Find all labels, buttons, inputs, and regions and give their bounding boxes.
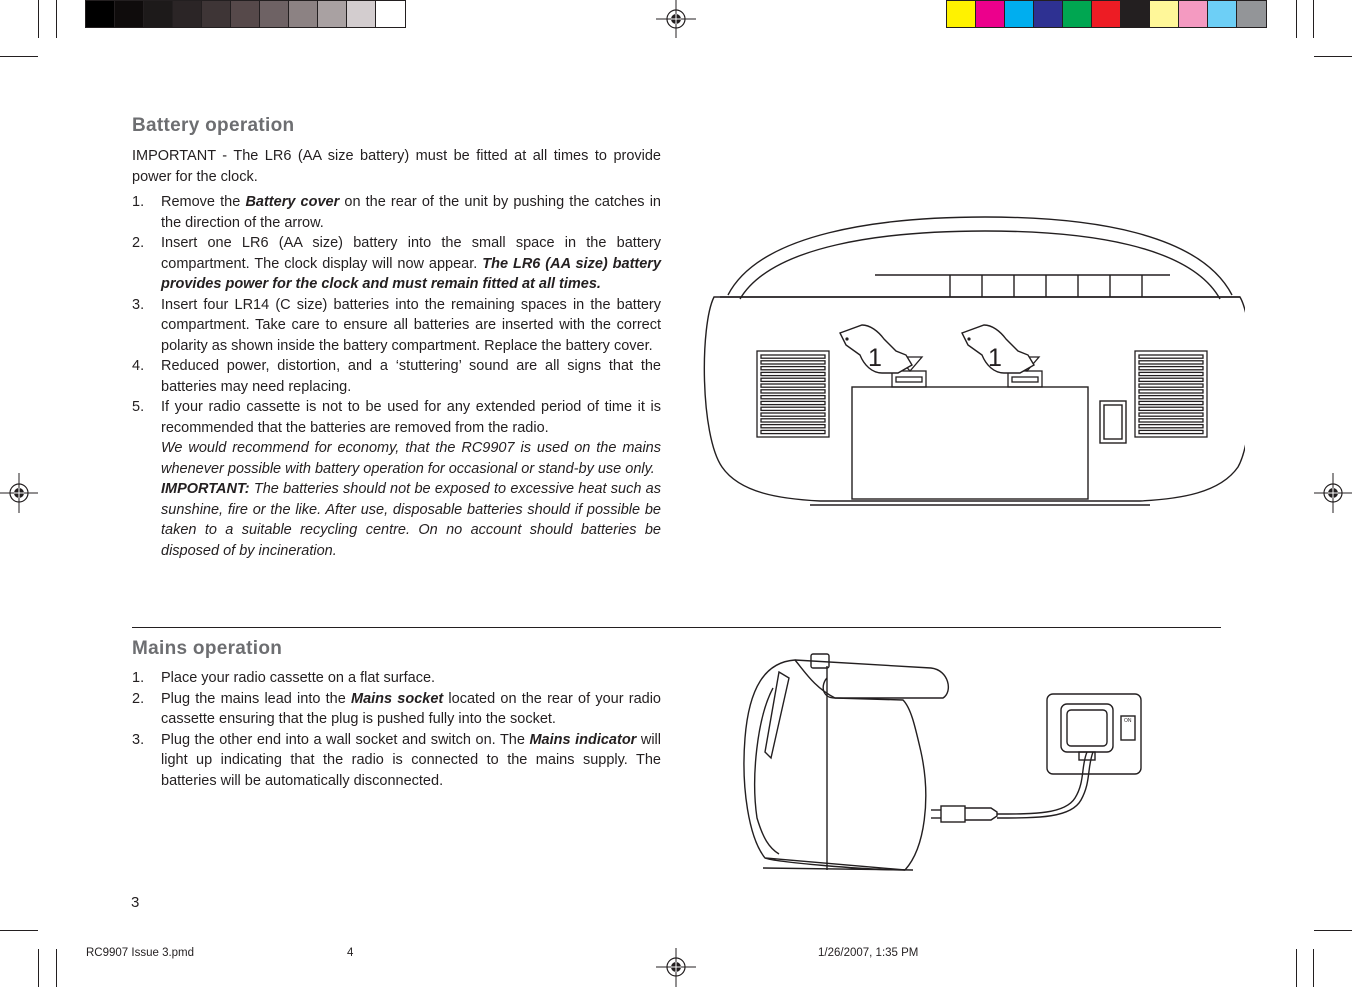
grille-slot [1139, 425, 1203, 428]
list-item [132, 689, 661, 730]
crop-mark [38, 0, 39, 38]
list-item [132, 233, 661, 295]
list-number: 1. [132, 670, 145, 686]
grille-slot [1139, 407, 1203, 410]
mains-connection-illustration [735, 648, 1155, 876]
step-text: on the rear of the unit by pushing the catches in the direction of the arrow. [161, 194, 661, 231]
clock-battery-note: The LR6 (AA size) battery provides power for the clock and must remain fitted at all times. [161, 255, 662, 292]
grille-slot [1139, 419, 1203, 422]
list-number: 2. [132, 690, 145, 707]
economy-note: We would recommend for economy, that the RC9907 is used on the mains whenever possible with battery operation for occasional or stand-by use only. [161, 440, 661, 477]
list-item [132, 295, 661, 357]
color-swatch [1150, 1, 1179, 27]
crop-mark [0, 56, 38, 57]
step-text: Place your radio cassette on a flat surface. [161, 670, 436, 686]
list-item [132, 192, 661, 233]
step-text: Insert four LR14 (C size) batteries into the remaining spaces in the battery compartment. Take care to ensure all batteries are inserted with the correct polarity as shown inside the battery compartment. Replace the battery cover. [161, 296, 661, 354]
color-swatch [1121, 1, 1150, 27]
color-swatch [260, 1, 289, 27]
crop-mark [1313, 0, 1314, 38]
list-number: 3. [132, 296, 145, 313]
grille-slot [1139, 378, 1203, 381]
color-swatch [115, 1, 144, 27]
list-number: 3. [132, 731, 145, 748]
list-number: 1. [132, 194, 145, 210]
color-swatch [86, 1, 115, 27]
list-item [132, 730, 661, 792]
section-divider [132, 627, 1221, 628]
color-swatch [1005, 1, 1034, 27]
color-swatch [347, 1, 376, 27]
color-swatch [231, 1, 260, 27]
grille-slot [1139, 396, 1203, 399]
grille-slot [761, 372, 825, 375]
grille-slot [761, 361, 825, 364]
color-swatch [1034, 1, 1063, 27]
grille-slot [761, 367, 825, 370]
battery-compartment-illustration [700, 205, 1245, 510]
footer-timestamp: 1/26/2007, 1:35 PM [818, 947, 919, 959]
registration-mark-bottom [656, 948, 696, 987]
grille-slot [761, 384, 825, 387]
warning-text: The batteries should not be exposed to excessive heat such as sunshine, fire or the like. After use, disposable batteries should if possible be taken to a suitable recycling centre. On no account should batteries be disposed of by incineration. [161, 481, 661, 559]
color-swatch [318, 1, 347, 27]
grayscale-color-bar [85, 0, 406, 28]
grille-slot [761, 401, 825, 404]
crop-mark [1296, 0, 1297, 38]
color-swatch [1237, 1, 1266, 27]
step-text: Reduced power, distortion, and a ‘stuttering’ sound are all signs that the batteries may need replacing. [161, 358, 661, 395]
battery-heading: Battery operation [132, 115, 295, 136]
crop-mark [56, 0, 57, 38]
step-text: Plug the other end into a wall socket and switch on. The [161, 731, 530, 748]
crop-mark [0, 930, 38, 931]
grille-slot [761, 407, 825, 410]
color-swatch [173, 1, 202, 27]
grille-slot [1139, 372, 1203, 375]
mains-indicator-term: Mains indicator [529, 731, 637, 748]
color-swatch [202, 1, 231, 27]
grille-slot [761, 390, 825, 393]
warning-label: IMPORTANT: [161, 481, 250, 497]
grille-slot [1139, 401, 1203, 404]
crop-mark [1314, 930, 1352, 931]
registration-mark-right [1314, 473, 1352, 513]
footer-sheet-number: 4 [347, 947, 354, 959]
mains-steps [132, 668, 661, 791]
crop-mark [38, 949, 39, 987]
grille-slot [1139, 430, 1203, 433]
grille-slot [761, 355, 825, 358]
battery-intro: IMPORTANT - The LR6 (AA size battery) must be fitted at all times to provide power for the clock. [132, 148, 661, 185]
crop-mark [1313, 949, 1314, 987]
grille-slot [1139, 384, 1203, 387]
figure-step-label-right: 1 [988, 344, 1002, 372]
grille-slot [761, 425, 825, 428]
list-number: 2. [132, 235, 145, 251]
crop-mark [56, 949, 57, 987]
grille-slot [761, 378, 825, 381]
step-text: will light up indicating that the radio is connected to the mains supply. The batteries will be automatically disconnected. [161, 731, 661, 789]
list-item [132, 356, 661, 397]
mains-heading: Mains operation [132, 638, 283, 659]
grille-slot [1139, 367, 1203, 370]
battery-steps [132, 192, 661, 561]
grille-slot [761, 430, 825, 433]
step-text: Insert one LR6 (AA size) battery into the small space in the battery compartment. The clock display will now appear. [161, 235, 661, 272]
color-swatch [1179, 1, 1208, 27]
grille-slot [761, 396, 825, 399]
color-swatch [376, 1, 405, 27]
color-swatch [289, 1, 318, 27]
color-swatch [1208, 1, 1237, 27]
process-color-bar [946, 0, 1267, 28]
list-item [132, 397, 661, 561]
wall-switch-label: ON [1124, 718, 1132, 724]
mains-socket-term: Mains socket [351, 690, 444, 707]
crop-mark [1296, 949, 1297, 987]
list-number: 4. [132, 358, 145, 374]
color-swatch [1092, 1, 1121, 27]
registration-mark-top [656, 0, 696, 38]
step-text: Plug the mains lead into the [161, 690, 351, 707]
registration-mark-left [0, 473, 38, 513]
footer-filename: RC9907 Issue 3.pmd [86, 947, 195, 959]
list-number: 5. [132, 399, 145, 415]
figure-step-label-left: 1 [868, 344, 882, 372]
list-item [132, 668, 661, 689]
step-text: If your radio cassette is not to be used for any extended period of time it is recommended that the batteries are removed from the radio. [161, 399, 661, 436]
battery-cover-term: Battery cover [245, 194, 340, 210]
page-number: 3 [131, 894, 140, 911]
step-text: located on the rear of your radio cassette ensuring that the plug is pushed fully into the socket. [161, 690, 661, 727]
grille-slot [1139, 361, 1203, 364]
color-swatch [976, 1, 1005, 27]
color-swatch [144, 1, 173, 27]
color-swatch [947, 1, 976, 27]
grille-slot [761, 413, 825, 416]
grille-slot [1139, 390, 1203, 393]
crop-mark [1314, 56, 1352, 57]
grille-slot [1139, 413, 1203, 416]
color-swatch [1063, 1, 1092, 27]
grille-slot [761, 419, 825, 422]
step-text: Remove the [161, 194, 246, 210]
grille-slot [1139, 355, 1203, 358]
